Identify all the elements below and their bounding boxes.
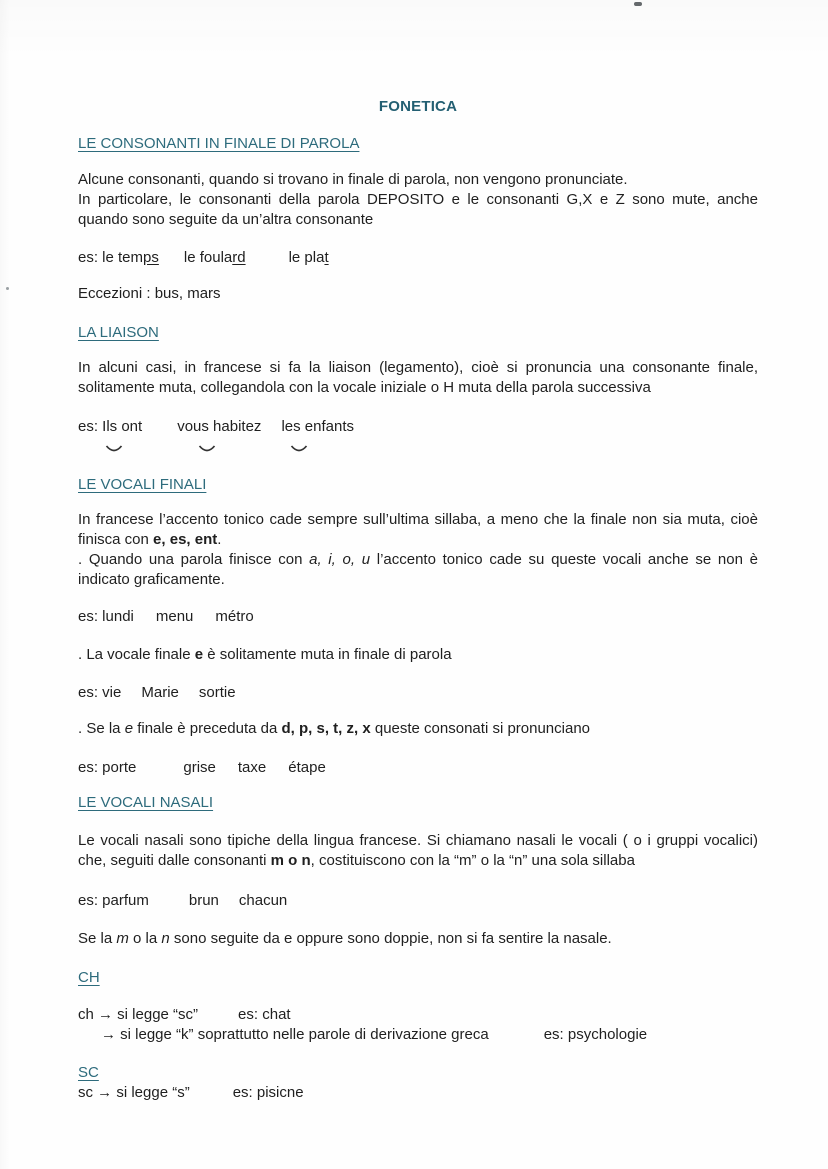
example-text: le foula [183, 249, 233, 266]
example-word: brun [188, 892, 219, 909]
paragraph-text: Le vocali nasali sono tipiche della lingua francese. Si chiamano nasali le vocali ( o i gruppi vocalici) che, seguiti dalle consonanti [78, 832, 758, 869]
ch-rule-line-2 [78, 1025, 758, 1045]
paragraph-text: l’accento tonico cade su queste vocali anche se non è indicato graficamente. [78, 551, 758, 588]
example-word [184, 249, 289, 266]
example-text: le pla [288, 249, 325, 266]
example-line-liaison [78, 417, 758, 437]
example-word: es: parfum [78, 892, 149, 909]
paragraph-text: . La vocale finale [78, 646, 195, 663]
italic-text: a, i, o, u [309, 551, 371, 568]
paragraph-liaison: In alcuni casi, in francese si fa la liaison (legamento), cioè si pronuncia una consonante finale, solitamente muta, collegandola con la vocale iniziale o H muta della parola successiva [78, 359, 758, 396]
liaison-marks-row [78, 441, 758, 453]
example-word: les enfants [281, 418, 354, 435]
paragraph-nasali-1 [78, 831, 758, 871]
paragraph-text: Se la [78, 930, 117, 947]
example-word: étape [288, 759, 326, 776]
sc-rule-line [78, 1083, 758, 1103]
paragraph-text: . Se la [78, 720, 125, 737]
paragraph-text: queste consonati si pronunciano [370, 720, 591, 737]
example-word: chacun [238, 892, 288, 909]
example-word: es: pisicne [232, 1084, 304, 1101]
rule-text: ch → si legge “sc” [78, 1006, 199, 1023]
example-word: vous habitez [177, 418, 262, 435]
paragraph-vocali-finali-3 [78, 719, 758, 739]
paragraph-text: In francese l’accento tonico cade sempre sull’ultima sillaba, a meno che la finale non sia muta, cioè finisca con [78, 511, 758, 548]
paragraph-text: Alcune consonanti, quando si trovano in finale di parola, non vengono pronunciate. [78, 171, 628, 188]
section-heading-vocali-finali: LE VOCALI FINALI [78, 476, 207, 493]
example-word: es: porte [78, 759, 137, 776]
paragraph-nasali-2 [78, 929, 758, 949]
underlined-letters: ps [143, 249, 159, 266]
scan-artifact-dot [6, 287, 9, 290]
paragraph-text: , costituiscono con la “m” o la “n” una sola sillaba [310, 852, 635, 869]
paragraph-text: . [217, 531, 222, 548]
paragraph-text: finale è preceduta da [133, 720, 282, 737]
example-word: menu [155, 608, 194, 625]
bold-text: e [194, 646, 204, 663]
example-word: métro [215, 608, 254, 625]
example-line-vocali-3 [78, 758, 758, 778]
section-heading-ch: CH [78, 969, 100, 986]
example-word: es: lundi [78, 608, 134, 625]
scan-artifact-speck [634, 2, 642, 6]
paragraph-consonanti [78, 170, 758, 230]
rule-text: → si legge “k” soprattutto nelle parole di derivazione greca [101, 1026, 489, 1043]
example-word: taxe [237, 759, 267, 776]
italic-text: e [124, 720, 134, 737]
example-word: Marie [141, 684, 179, 701]
section-heading-liaison: LA LIAISON [78, 324, 159, 341]
liaison-arc-icon [290, 441, 308, 459]
paragraph-text: sono seguite da e oppure sono doppie, non si fa sentire la nasale. [169, 930, 612, 947]
example-word: es: psychologie [543, 1026, 648, 1043]
bold-text: e, es, ent [153, 531, 218, 548]
paragraph-text: In particolare, le consonanti della parola DEPOSITO e le consonanti G,X e Z sono mute, anche quando sono seguite da un’altra consonante [78, 191, 758, 228]
paragraph-vocali-finali-1 [78, 510, 758, 590]
page-title: FONETICA [378, 98, 458, 115]
section-heading-consonanti-finali: LE CONSONANTI IN FINALE DI PAROLA [78, 135, 360, 152]
rule-text: sc → si legge “s” [78, 1084, 190, 1101]
example-word: es: vie [78, 684, 122, 701]
section-heading-vocali-nasali: LE VOCALI NASALI [78, 794, 214, 811]
example-word: sortie [198, 684, 236, 701]
italic-text: m [116, 930, 129, 947]
example-word: es: Ils ont [78, 418, 143, 435]
example-word: grise [183, 759, 216, 776]
underlined-letters: t [324, 249, 329, 266]
example-line-consonanti [78, 248, 758, 268]
example-word [78, 249, 184, 266]
example-line-nasali [78, 891, 758, 911]
bold-text: m o n [270, 852, 311, 869]
section-heading-sc: SC [78, 1064, 99, 1081]
bold-text: d, p, s, t, z, x [281, 720, 371, 737]
example-word: es: chat [238, 1006, 291, 1023]
liaison-arc-icon [198, 441, 216, 459]
ch-rule-line-1 [78, 1005, 758, 1025]
italic-text: n [161, 930, 170, 947]
example-line-vocali-1 [78, 607, 758, 627]
paragraph-text: è solitamente muta in finale di parola [203, 646, 452, 663]
paragraph-text: o la [128, 930, 162, 947]
example-word [289, 249, 329, 266]
underlined-letters: rd [232, 249, 246, 266]
liaison-arc-icon [105, 441, 123, 459]
paragraph-vocali-finali-2 [78, 645, 758, 665]
example-text: es: le tem [78, 249, 144, 266]
paragraph-text: . Quando una parola finisce con [78, 551, 310, 568]
exceptions-line: Eccezioni : bus, mars [78, 285, 221, 302]
example-line-vocali-2 [78, 683, 758, 703]
